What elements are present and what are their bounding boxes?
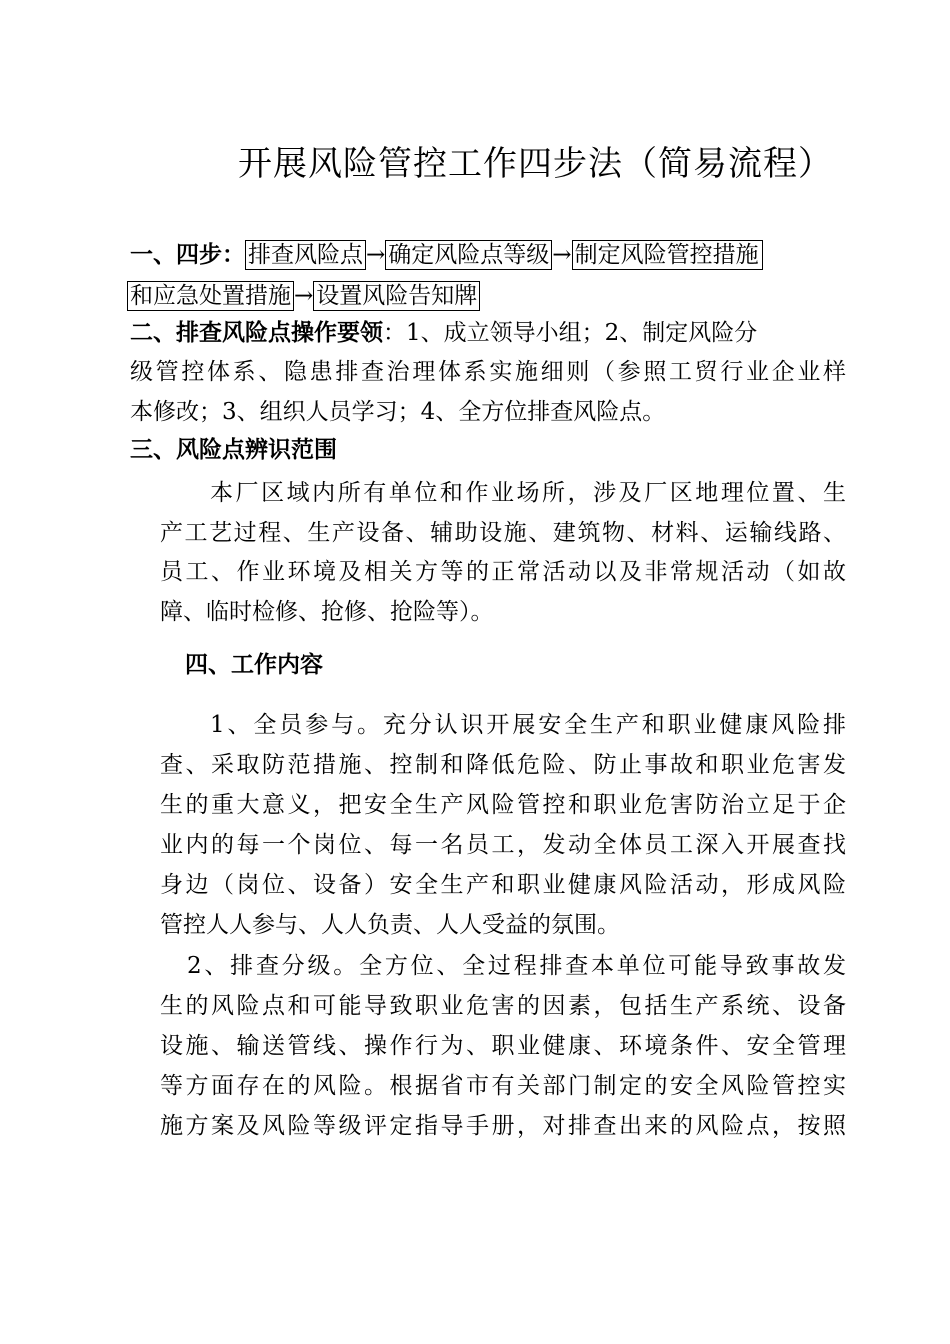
flow-step2-box: 确定风险点等级 (385, 240, 552, 270)
section3-line: 障、临时检修、抢修、抢险等）。 (160, 599, 494, 625)
flow-arrow-icon: → (294, 283, 314, 309)
section1-heading: 一、四步： (130, 242, 245, 268)
section2-heading: 二、排查风险点操作要领 (130, 320, 383, 346)
section2-line3: 本修改；3、组织人员学习；4、全方位排查风险点。 (130, 399, 666, 425)
flow-step3-box-part2: 和应急处置措施 (127, 281, 294, 311)
section2-text: ：1、成立领导小组；2、制定风险分 (383, 320, 758, 346)
section3-line: 产工艺过程、生产设备、辅助设施、建筑物、材料、运输线路、 (160, 520, 846, 546)
section4-para1-line: 管控人人参与、人人负责、人人受益的氛围。 (160, 912, 620, 938)
section4-para1-line: 查、采取防范措施、控制和降低危险、防止事故和职业危害发 (160, 752, 846, 778)
section3-line: 本厂区域内所有单位和作业场所，涉及厂区地理位置、生 (210, 480, 846, 506)
section3-line: 员工、作业环境及相关方等的正常活动以及非常规活动（如故 (160, 559, 846, 585)
section4-para1-line: 1、全员参与。充分认识开展安全生产和职业健康风险排 (210, 712, 846, 738)
flow-step1-box: 排查风险点 (245, 240, 366, 270)
page-title: 开展风险管控工作四步法（简易流程） (238, 144, 833, 184)
flow-step4-box: 设置风险告知牌 (313, 281, 480, 311)
section4-para2-line: 2、排查分级。全方位、全过程排查本单位可能导致事故发 (187, 953, 846, 979)
section4-para1-line: 身边（岗位、设备）安全生产和职业健康风险活动，形成风险 (160, 872, 846, 898)
section4-para2-line: 设施、输送管线、操作行为、职业健康、环境条件、安全管理 (160, 1033, 846, 1059)
section4-heading: 四、工作内容 (185, 652, 323, 678)
section1-line2 (127, 281, 480, 311)
flow-arrow-icon: → (366, 242, 386, 268)
section4-para2-line: 等方面存在的风险。根据省市有关部门制定的安全风险管控实 (160, 1073, 846, 1099)
section2-line2: 级管控体系、隐患排查治理体系实施细则（参照工贸行业企业样 (130, 359, 846, 385)
section1-line1 (130, 240, 763, 270)
section4-para2-line: 施方案及风险等级评定指导手册，对排查出来的风险点，按照 (160, 1113, 846, 1139)
flow-step3-box-part1: 制定风险管控措施 (572, 240, 763, 270)
section3-heading: 三、风险点辨识范围 (130, 437, 337, 463)
section4-para2-line: 生的风险点和可能导致职业危害的因素，包括生产系统、设备 (160, 993, 846, 1019)
section2-line1 (130, 318, 757, 348)
flow-arrow-icon: → (552, 242, 572, 268)
section4-para1-line: 业内的每一个岗位、每一名员工，发动全体员工深入开展查找 (160, 832, 846, 858)
section4-para1-line: 生的重大意义，把安全生产风险管控和职业危害防治立足于企 (160, 792, 846, 818)
